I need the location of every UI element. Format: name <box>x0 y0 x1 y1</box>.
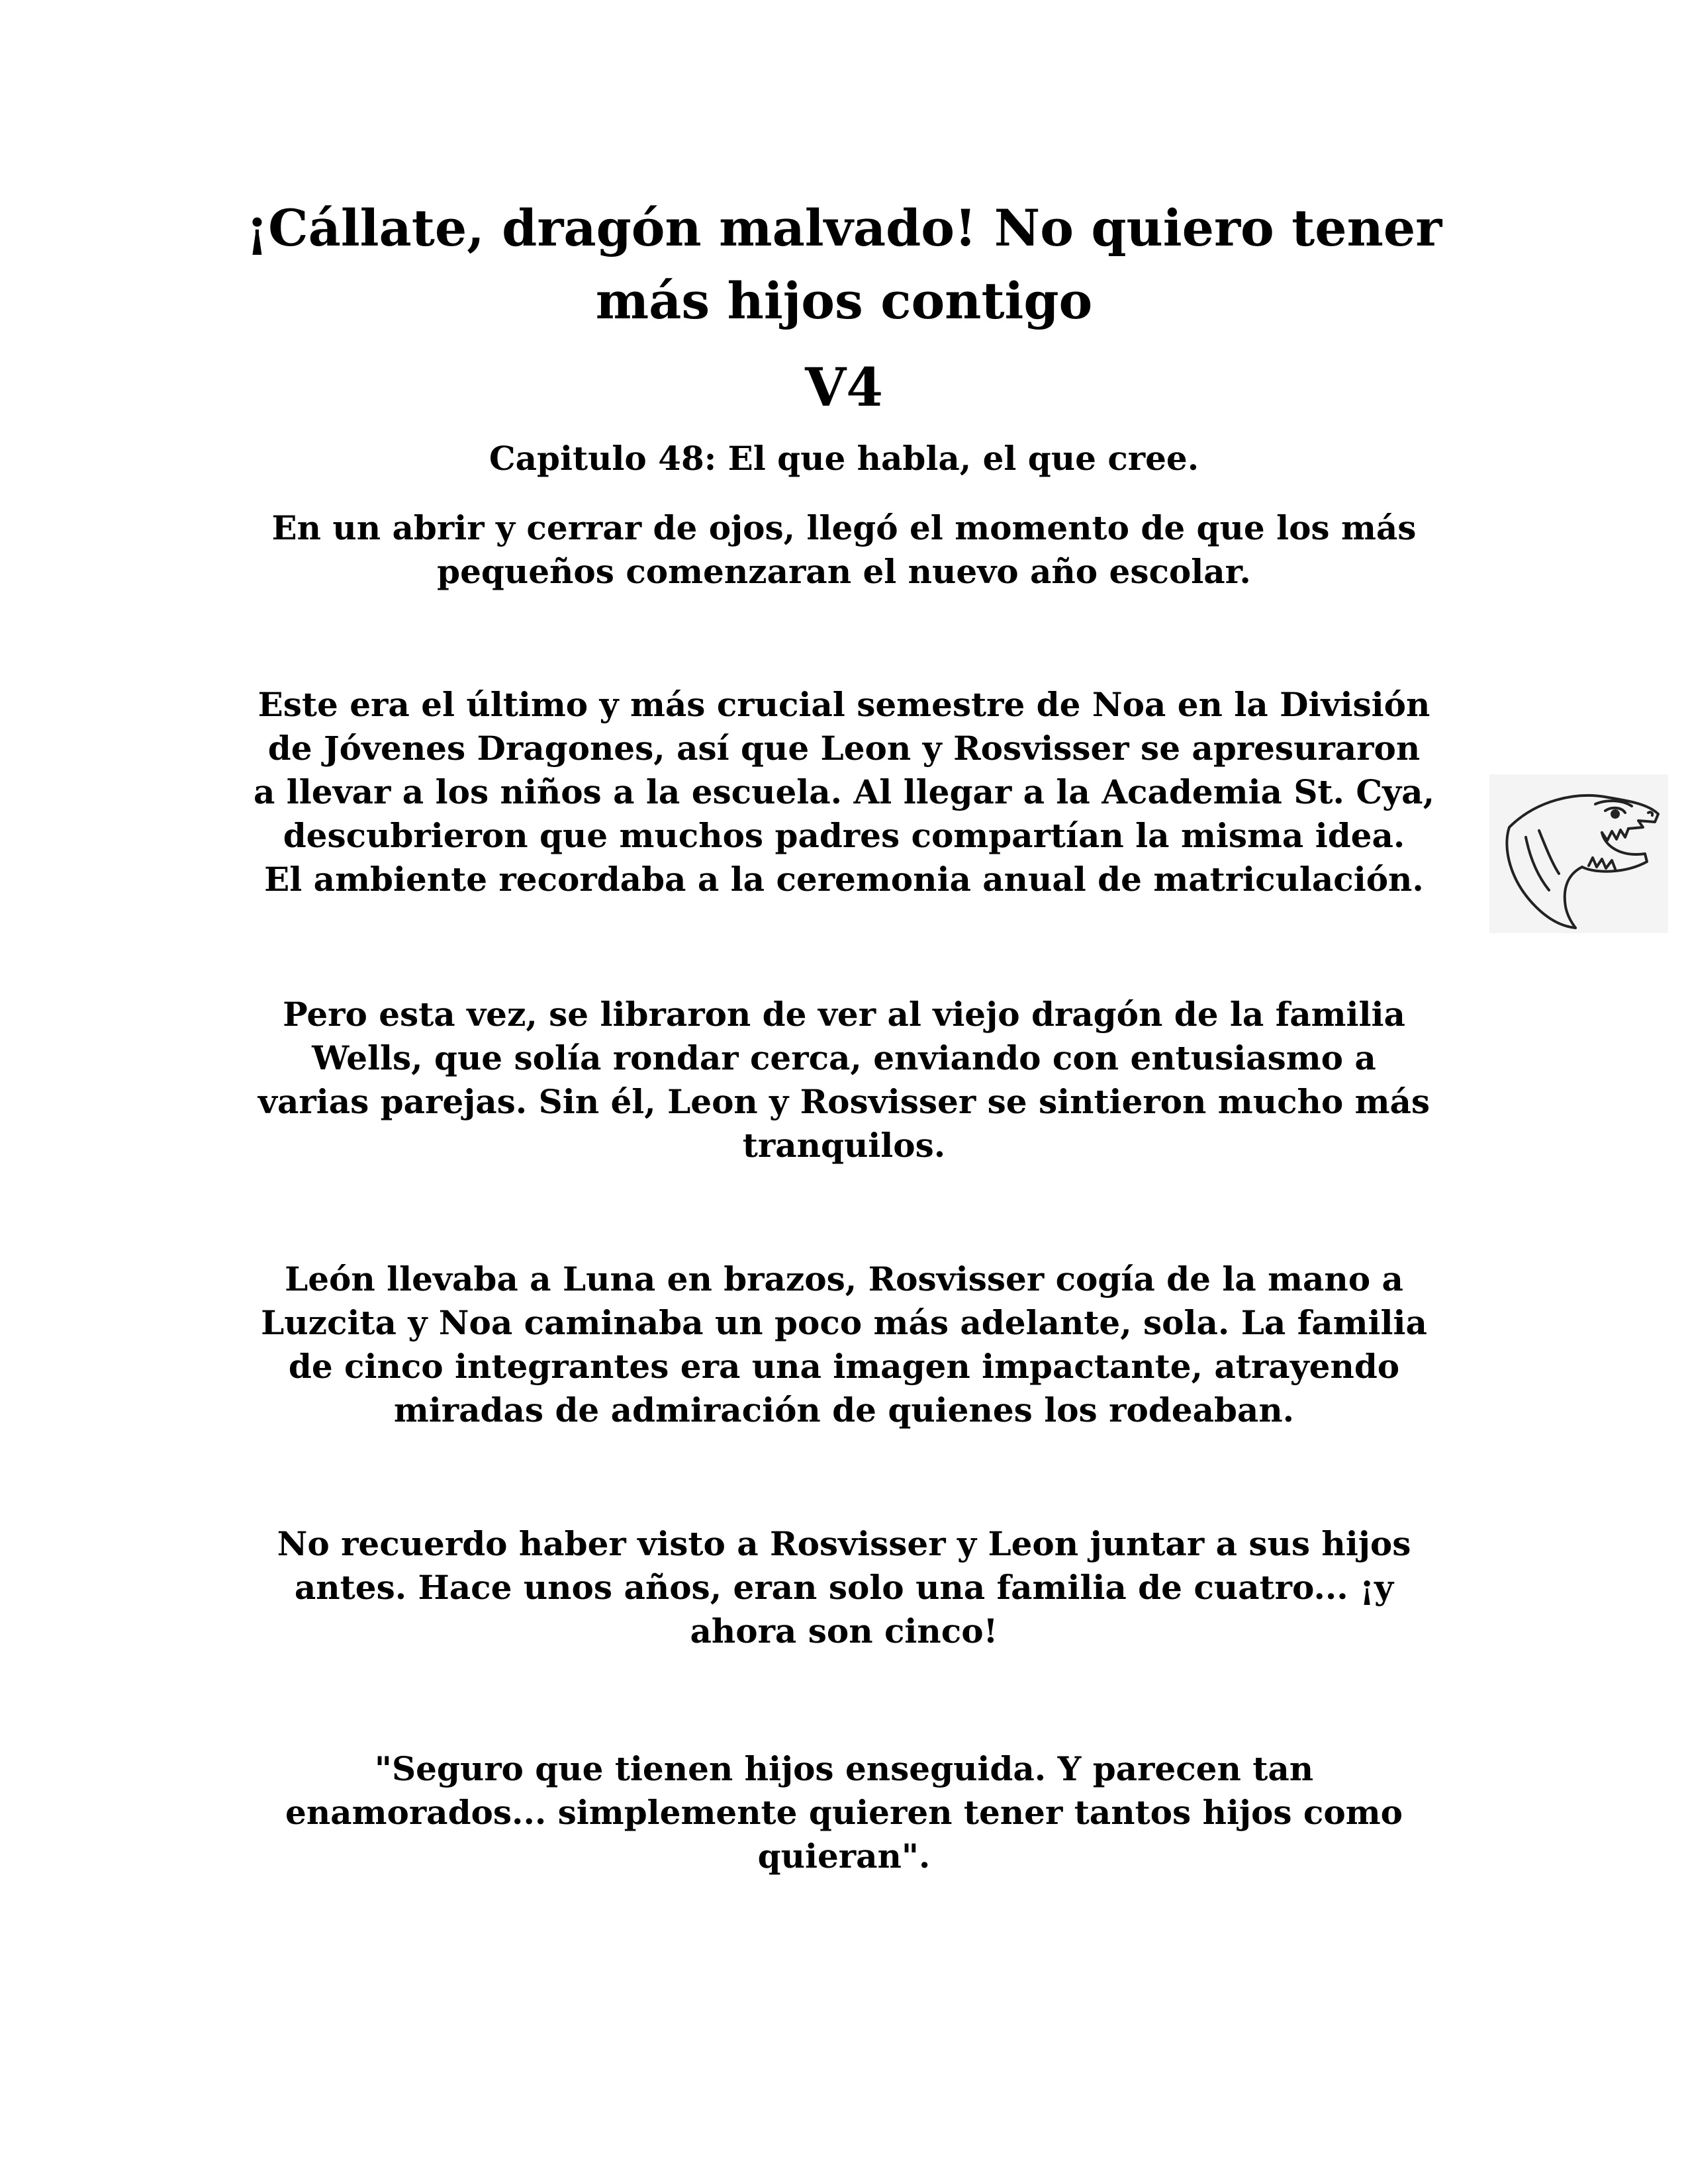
text-line: antes. Hace unos años, eran solo una familia de cuatro... ¡y <box>294 1568 1394 1607</box>
text-line: de Jóvenes Dragones, así que Leon y Rosvisser se apresuraron <box>267 729 1421 768</box>
text-line: Este era el último y más crucial semestre de Noa en la División <box>258 685 1430 724</box>
paragraph <box>218 993 1470 1167</box>
text-line: "Seguro que tienen hijos enseguida. Y parecen tan <box>374 1749 1314 1788</box>
paragraph <box>218 683 1470 901</box>
text-line: enamorados... simplemente quieren tener tantos hijos como <box>285 1793 1403 1832</box>
text-line: varias parejas. Sin él, Leon y Rosvisser se sintieron mucho más <box>258 1082 1430 1121</box>
text-line: pequeños comenzaran el nuevo año escolar. <box>437 552 1251 591</box>
text-line: Wells, que solía rondar cerca, enviando con entusiasmo a <box>312 1038 1376 1077</box>
text-line: de cinco integrantes era una imagen impactante, atrayendo <box>288 1347 1400 1386</box>
text-line: En un abrir y cerrar de ojos, llegó el momento de que los más <box>271 508 1417 547</box>
text-line: ahora son cinco! <box>690 1612 998 1651</box>
text-line: No recuerdo haber visto a Rosvisser y Leon juntar a sus hijos <box>277 1524 1411 1563</box>
text-line: miradas de admiración de quienes los rodeaban. <box>393 1390 1295 1430</box>
document-title <box>199 192 1489 338</box>
paragraph <box>218 506 1470 594</box>
paragraph <box>218 1747 1470 1878</box>
text-line: León llevaba a Luna en brazos, Rosvisser cogía de la mano a <box>285 1259 1403 1298</box>
volume-label: V4 <box>805 356 883 418</box>
paragraph <box>218 1522 1470 1653</box>
chapter-heading: Capitulo 48: El que habla, el que cree. <box>489 439 1199 478</box>
text-line: a llevar a los niños a la escuela. Al llegar a la Academia St. Cya, <box>254 772 1434 811</box>
title-line: más hijos contigo <box>595 271 1093 330</box>
paragraph <box>218 1257 1470 1432</box>
text-line: descubrieron que muchos padres compartían la misma idea. <box>283 816 1405 855</box>
text-line: Pero esta vez, se libraron de ver al viejo dragón de la familia <box>283 995 1405 1034</box>
text-line: Luzcita y Noa caminaba un poco más adelante, sola. La familia <box>261 1303 1427 1342</box>
title-line: ¡Cállate, dragón malvado! No quiero tener <box>246 199 1442 257</box>
text-line: El ambiente recordaba a la ceremonia anual de matriculación. <box>264 860 1424 899</box>
dragon-head-icon <box>1489 774 1668 933</box>
text-line: tranquilos. <box>742 1126 946 1165</box>
text-line: quieran". <box>757 1837 931 1876</box>
